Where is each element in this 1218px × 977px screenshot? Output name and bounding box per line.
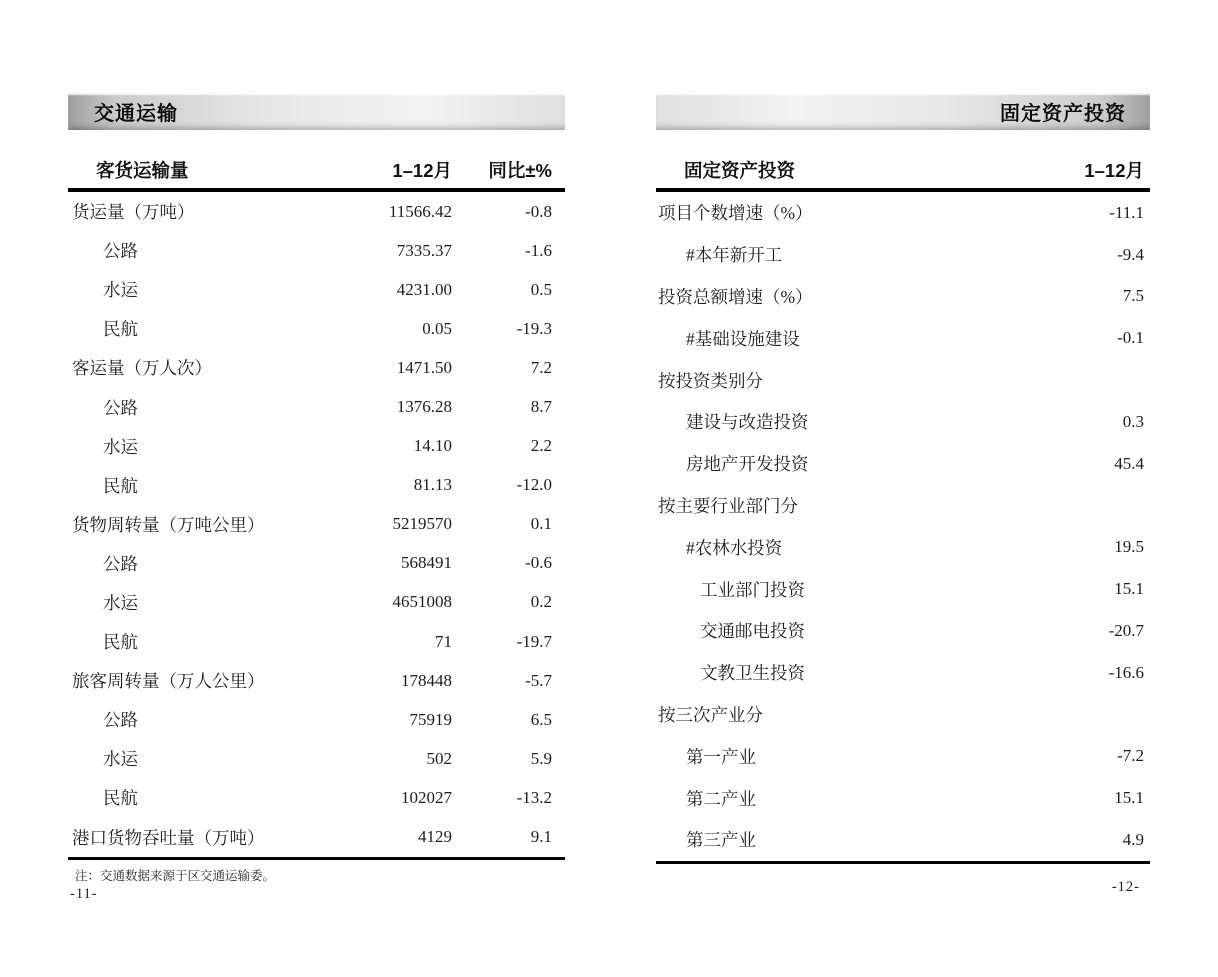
row-label: 按三次产业分 (658, 704, 763, 725)
row-value: 14.10 (413, 436, 452, 456)
table-row (68, 348, 565, 387)
row-value: 5219570 (392, 514, 452, 534)
investment-table-body (656, 192, 1150, 861)
row-label: 房地产开发投资 (686, 454, 809, 475)
row-label: 按投资类别分 (658, 370, 763, 391)
transport-table-header (68, 152, 565, 188)
row-value: 15.1 (1114, 579, 1144, 599)
investment-bottom-rule (656, 861, 1150, 864)
table-row (656, 819, 1150, 861)
row-label: 公路 (103, 553, 138, 574)
row-label: 文教卫生投资 (700, 663, 805, 684)
table-row (68, 661, 565, 700)
row-label: 建设与改造投资 (686, 412, 809, 433)
row-label: 水运 (103, 592, 138, 613)
row-value: -7.2 (1117, 746, 1144, 766)
table-row (656, 526, 1150, 568)
table-row (656, 443, 1150, 485)
row-value: 4231.00 (396, 279, 452, 299)
transport-header-yoy: 同比±% (488, 160, 552, 181)
row-label: 货运量（万吨） (72, 202, 195, 223)
table-row (68, 192, 565, 231)
investment-header-period: 1–12月 (1084, 160, 1144, 181)
table-row (656, 359, 1150, 401)
table-row (68, 427, 565, 466)
row-value: 75919 (409, 709, 452, 729)
table-row (68, 622, 565, 661)
row-label: 水运 (103, 749, 138, 770)
transport-section (68, 93, 565, 903)
table-row (656, 401, 1150, 443)
row-value: 1376.28 (396, 397, 452, 417)
row-value: 19.5 (1114, 537, 1144, 557)
row-value: 0.05 (422, 318, 452, 338)
row-value: 0.3 (1122, 411, 1144, 431)
investment-banner (656, 93, 1150, 130)
row-value: 4.9 (1122, 829, 1144, 849)
row-value: 178448 (401, 670, 452, 690)
row-yoy: -0.6 (525, 553, 552, 573)
row-label: #本年新开工 (686, 245, 783, 266)
table-row (656, 610, 1150, 652)
row-label: #基础设施建设 (686, 328, 800, 349)
row-yoy: -0.8 (525, 201, 552, 221)
row-yoy: 2.2 (530, 436, 552, 456)
row-label: 民航 (103, 632, 138, 653)
table-row (656, 192, 1150, 234)
table-row (68, 739, 565, 778)
investment-header-category: 固定资产投资 (684, 160, 796, 181)
table-row (656, 276, 1150, 318)
table-row (68, 700, 565, 739)
row-yoy: 6.5 (530, 709, 552, 729)
table-row (68, 505, 565, 544)
row-yoy: -5.7 (525, 670, 552, 690)
row-label: 水运 (103, 436, 138, 457)
row-label: 民航 (103, 319, 138, 340)
row-yoy: -1.6 (525, 240, 552, 260)
table-row (656, 652, 1150, 694)
row-label: 公路 (103, 710, 138, 731)
row-label: 第三产业 (686, 830, 756, 851)
table-row (68, 466, 565, 505)
row-label: 民航 (103, 475, 138, 496)
transport-banner (68, 93, 565, 130)
row-value: 102027 (401, 787, 452, 807)
table-row (656, 234, 1150, 276)
table-row (656, 694, 1150, 736)
row-label: 交通邮电投资 (700, 621, 805, 642)
row-label: 公路 (103, 241, 138, 262)
row-value: 45.4 (1114, 453, 1144, 473)
row-value: 15.1 (1114, 788, 1144, 808)
transport-banner-title: 交通运输 (94, 103, 178, 125)
table-row (656, 485, 1150, 527)
row-label: 民航 (103, 788, 138, 809)
row-yoy: -13.2 (516, 787, 552, 807)
row-label: #农林水投资 (686, 537, 783, 558)
transport-table-body (68, 192, 565, 857)
row-yoy: 7.2 (530, 357, 552, 377)
table-row (656, 735, 1150, 777)
row-yoy: -12.0 (516, 475, 552, 495)
investment-banner-title: 固定资产投资 (1000, 103, 1126, 125)
row-value: 7335.37 (396, 240, 452, 260)
transport-header-period: 1–12月 (392, 160, 452, 181)
row-value: -16.6 (1108, 662, 1144, 682)
investment-table-header (656, 152, 1150, 188)
row-label: 第一产业 (686, 746, 756, 767)
row-yoy: 0.1 (530, 514, 552, 534)
row-value: 11566.42 (388, 201, 452, 221)
row-value: 4651008 (392, 592, 452, 612)
transport-footnote: 注：交通数据来源于区交通运输委。 (75, 868, 276, 883)
table-row (656, 777, 1150, 819)
row-label: 旅客周转量（万人公里） (72, 671, 265, 692)
transport-header-category: 客货运输量 (96, 160, 189, 181)
table-row (656, 568, 1150, 610)
row-label: 公路 (103, 397, 138, 418)
table-row (68, 778, 565, 817)
row-yoy: -19.7 (516, 631, 552, 651)
row-yoy: 0.5 (530, 279, 552, 299)
row-value: 7.5 (1122, 286, 1144, 306)
row-value: -0.1 (1117, 328, 1144, 348)
row-label: 投资总额增速（%） (658, 286, 813, 307)
page-number-right: -12- (1111, 878, 1140, 895)
transport-bottom-rule (68, 857, 565, 860)
table-row (68, 309, 565, 348)
row-label: 项目个数增速（%） (658, 203, 813, 224)
row-label: 货物周转量（万吨公里） (72, 514, 265, 535)
row-label: 第二产业 (686, 788, 756, 809)
table-row (68, 387, 565, 426)
row-yoy: 8.7 (530, 397, 552, 417)
row-value: 71 (435, 631, 452, 651)
row-yoy: -19.3 (516, 318, 552, 338)
table-row (68, 544, 565, 583)
row-label: 港口货物吞吐量（万吨） (72, 827, 265, 848)
investment-section (656, 93, 1150, 896)
row-yoy: 0.2 (530, 592, 552, 612)
row-value: -11.1 (1109, 202, 1144, 222)
row-label: 水运 (103, 280, 138, 301)
table-row (656, 317, 1150, 359)
row-yoy: 5.9 (530, 748, 552, 768)
row-label: 客运量（万人次） (72, 358, 212, 379)
row-value: 568491 (401, 553, 452, 573)
row-label: 按主要行业部门分 (658, 495, 798, 516)
table-row (68, 583, 565, 622)
row-value: -9.4 (1117, 244, 1144, 264)
row-value: 502 (426, 748, 452, 768)
page-number-left: -11- (70, 885, 98, 902)
table-row (68, 231, 565, 270)
table-row (68, 270, 565, 309)
row-label: 工业部门投资 (700, 579, 805, 600)
table-row (68, 818, 565, 857)
row-yoy: 9.1 (530, 827, 552, 847)
row-value: 81.13 (413, 475, 452, 495)
row-value: 1471.50 (396, 357, 452, 377)
row-value: -20.7 (1108, 620, 1144, 640)
row-value: 4129 (418, 827, 452, 847)
